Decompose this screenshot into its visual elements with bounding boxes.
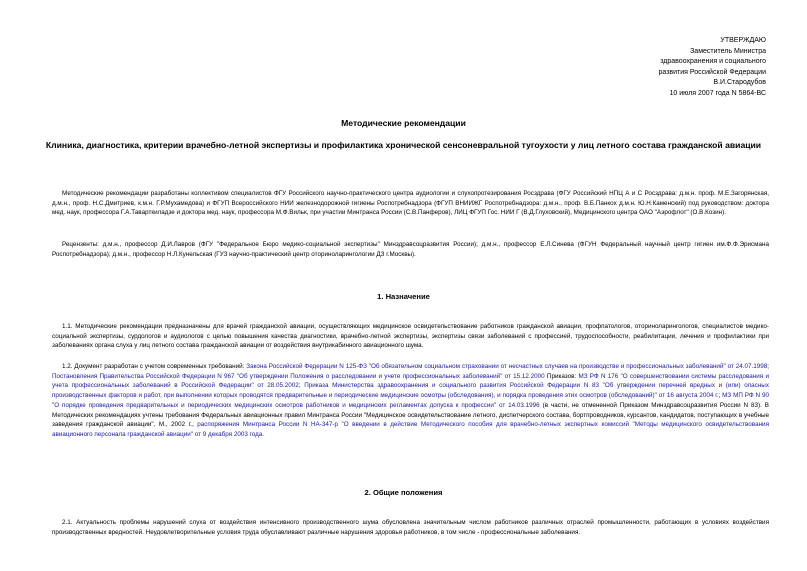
paragraph-2-1: 2.1. Актуальность проблемы нарушений слуха от воздействия интенсивного производственного шума обусловлена значительным числом работников различных отраслей промышленности, работающих в условиях воздействия производственных вредностей. Неудовлетворительные условия труда обуславливают различные нарушения здоровья работников, в том числе - профессиональные заболевания. <box>52 519 769 536</box>
order-90-link[interactable]: МЗ МП РФ N 90 "О порядке проведения предварительных и периодических медицинских осмотров работников и медицинских регламентах допуска к профессии" от 14.03.1996 <box>52 392 769 409</box>
approval-line: здравоохранения и социального <box>660 58 766 65</box>
text-fragment: ; <box>298 382 305 390</box>
text-fragment: Приказов: <box>544 372 579 380</box>
law-125-link[interactable]: Закона Российской Федерации N 125-ФЗ "Об обязательном социальном страховании от несчастных случаев на производстве и профессиональных заболеваний" от 24.07.1998 <box>246 363 768 370</box>
reviewers-paragraph: Рецензенты: д.м.н., профессор Д.И.Лавров (ФГУ "Федеральное Бюро медико-социальной экспертизы" Минздравсоцразвития России); д.м.н., профессор Е.Л.Синева (ФГУН Федеральный научный центр гигиен им.Ф.Ф.Эрисмана Роспотребнадзора); д.м.н., профессор Н.Л.Кунельская (ГУЗ научно-практический центр оториноларингологии ДЗ г.Москвы). <box>52 241 769 258</box>
order-176-link[interactable]: МЗ РФ N 176 "О совершенствовании системы расследования и учета профессиональных заболеваний в Российской Федерации" от 28.05.2002 <box>52 372 769 390</box>
paragraph-1-2 <box>52 362 769 440</box>
text-fragment: (в части, не отмененной Приказом Минздравсоцразвития России N 83). В Методических рекомендациях учтены требования Федеральных авиационных правил Минтранса России "Медицинское освидетельствование летного, диспетчерского состава, бортпроводников, курсантов, кандидатов, поступающих в учебные заведения гражданской авиации", М., 2002 г., <box>52 401 769 429</box>
text-fragment: ; <box>718 392 723 400</box>
section-heading-general: 2. Общие положения <box>364 488 443 497</box>
paragraph-1-1: 1.1. Методические рекомендации предназначены для врачей гражданской авиации, осуществляющих медицинское освидетельствование работников гражданской авиации, профпатологов, оториноларингологов, специалистов медико-социальной экспертизы, сурдологов и аудиологов с целью повышения качества диагностики, врачебно-летной экспертизы, экспертизы связи заболеваний с профессией, трудоспособности, реабилитации, лечения и профилактики при заболеваниях органа слуха у лиц летного состава гражданской авиации от воздействия внутрикабинного авиационного шума. <box>52 323 769 350</box>
directive-na-347-link[interactable]: распоряжения Минтранса России N НА-347-р "О введении в действие Методического пособия для врачебно-летных экспертных комиссий "Методы медицинского освидетельствования авиационного персонала гражданской авиации" от 9 декабря 2003 года <box>52 421 769 438</box>
authors-paragraph: Методические рекомендации разработаны коллективом специалистов ФГУ Российского научно-практического центра аудиологии и слухопротезирования Росздрава (ФГУ Российский НПЦ А и С Росздрава: д.м.н. проф. М.Е.Загорянская, д.м.н., проф. Н.С.Дмитриев, к.м.н. Г.Р.Мухамедова) и ФГУП Всероссийского НИИ железнодорожной гигиены Роспотребнадзора (ФГУП ВНИИЖГ Роспотребнадзора: д.м.н., проф. В.Б.Панкох д.м.н. Ю.Н.Каменский) под руководством: доктора мед. наук, профессора Г.А.Таварткиладзе и доктора мед. наук, профессора М.Ф.Вильк, при участии Минтранса России (С.В.Панферов), ЛИЦ ФГУП Гос. НИИ Г (В.Д.Глуховский), Медицинского центра ОАО "Аэрофлот" (О.В.Козин). <box>52 190 769 217</box>
approval-line: В.И.Стародубов <box>713 79 766 86</box>
text-fragment: ; <box>767 363 769 370</box>
document-title: Клиника, диагностика, критерии врачебно-летной экспертизы и профилактика хронической сенсоневральной тугоухости у лиц летного состава гражданской авиации <box>45 140 762 150</box>
approval-line: 10 июля 2007 года N 5864-ВС <box>669 89 766 97</box>
approval-line: развития Российской Федерации <box>658 68 766 76</box>
order-83-link[interactable]: Приказа Министерства здравоохранения и социального развития Российской Федерации N 83 "Об утверждении перечней вредных и (или) опасных производственных факторов и работ, при выполнении которых проводятся предварительные и периодические медицинские осмотры (обследования), и порядка проведения этих осмотров (обследований)" от 16 августа 2004 г. <box>52 382 769 400</box>
approval-line: Заместитель Министра <box>690 47 766 55</box>
text-fragment: . <box>262 430 265 438</box>
text-fragment: 1.2. Документ разработан с учетом современных требований: <box>62 363 247 370</box>
approval-line: УТВЕРЖДАЮ <box>720 37 766 44</box>
section-heading-purpose: 1. Назначение <box>377 292 430 301</box>
approval-block <box>586 36 766 99</box>
document-type: Методические рекомендации <box>341 118 466 128</box>
resolution-967-link[interactable]: Постановления Правительства Российской Федерации N 967 "Об утверждении Положения о расследовании и учете профессиональных заболеваний" от 15.12.2000 <box>52 372 545 380</box>
